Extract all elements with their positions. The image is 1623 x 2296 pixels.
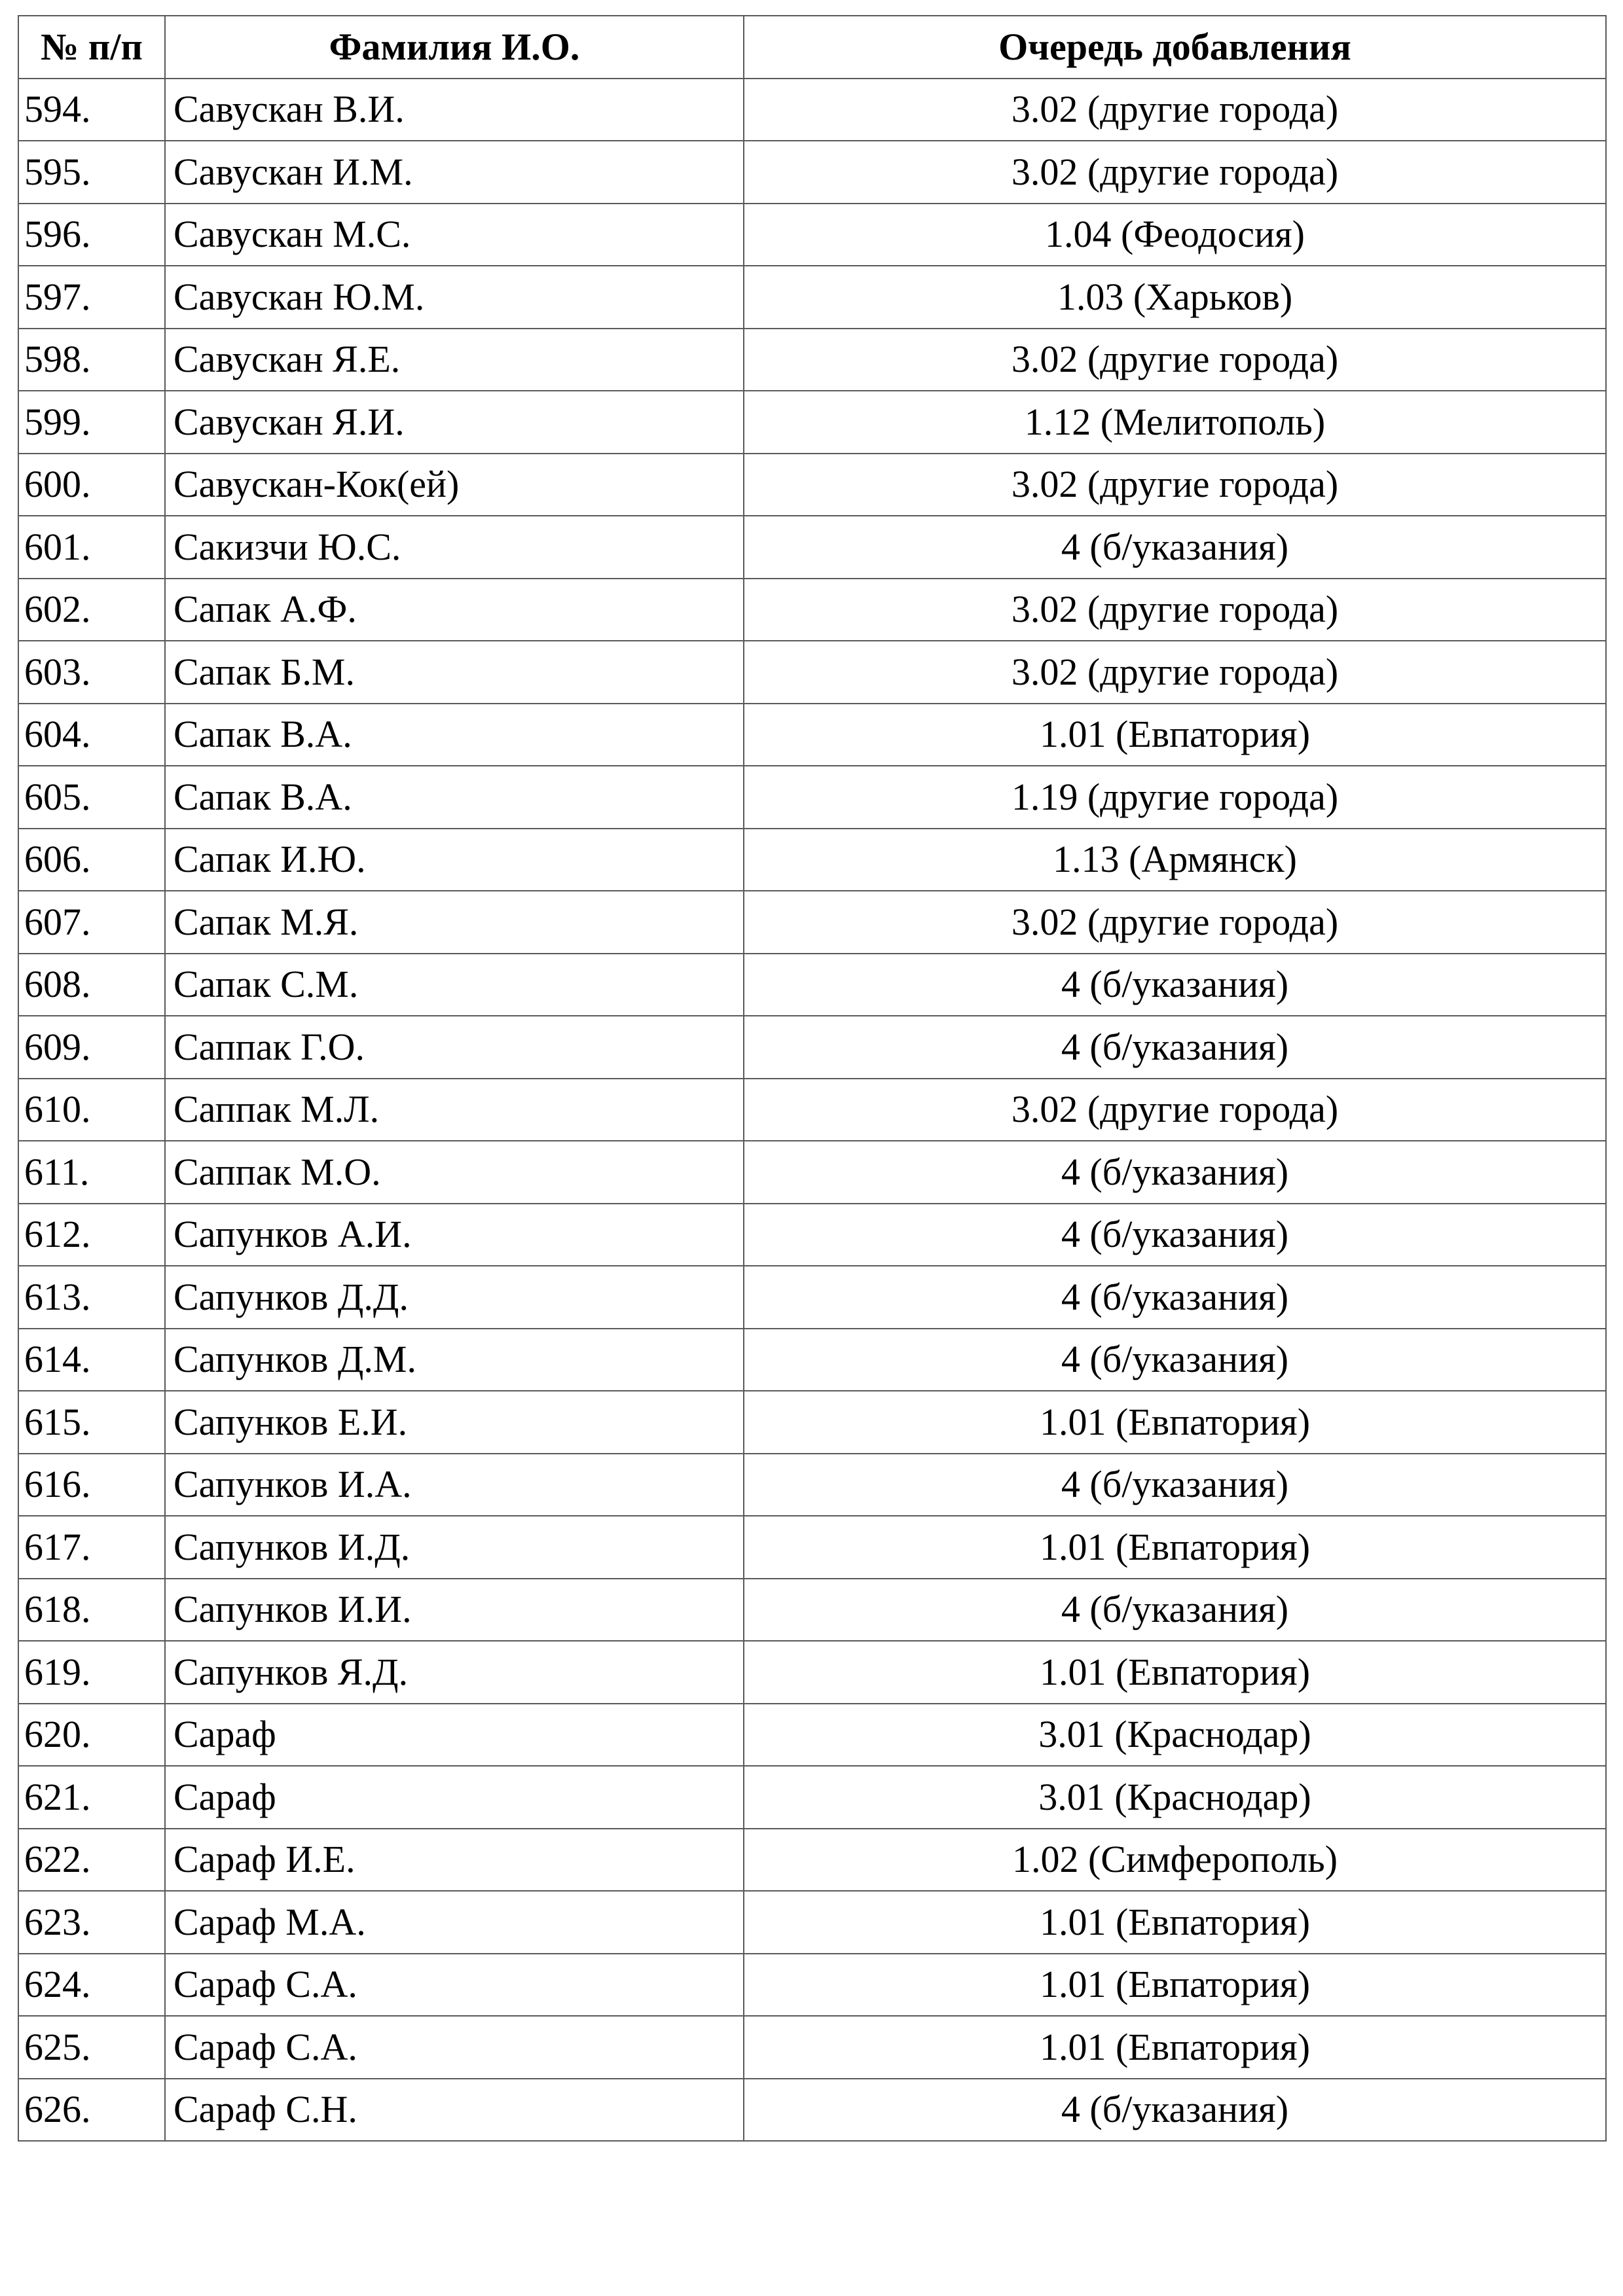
row-number-cell: 599.: [18, 391, 165, 454]
full-name-cell: Сапунков И.И.: [165, 1579, 744, 1641]
full-name-cell: Сапак В.А.: [165, 704, 744, 766]
header-row: [18, 16, 1606, 79]
table-row: [18, 1766, 1606, 1829]
queue-cell: 4 (б/указания): [744, 1204, 1606, 1266]
table-row: [18, 829, 1606, 891]
table-row: [18, 1891, 1606, 1954]
table-header: [18, 16, 1606, 79]
header-queue: Очередь добавления: [744, 16, 1606, 79]
queue-cell: 1.19 (другие города): [744, 766, 1606, 829]
queue-cell: 3.01 (Краснодар): [744, 1766, 1606, 1829]
full-name-cell: Сапунков И.А.: [165, 1454, 744, 1516]
queue-cell: 4 (б/указания): [744, 1579, 1606, 1641]
table-row: [18, 1579, 1606, 1641]
row-number-cell: 611.: [18, 1141, 165, 1204]
row-number-cell: 609.: [18, 1016, 165, 1079]
table-row: [18, 1829, 1606, 1892]
table-row: [18, 1141, 1606, 1204]
full-name-cell: Сараф С.А.: [165, 2016, 744, 2079]
row-number-cell: 596.: [18, 204, 165, 266]
table-row: [18, 1266, 1606, 1329]
table-row: [18, 579, 1606, 641]
full-name-cell: Саппак Г.О.: [165, 1016, 744, 1079]
row-number-cell: 602.: [18, 579, 165, 641]
table-row: [18, 704, 1606, 766]
queue-cell: 1.01 (Евпатория): [744, 2016, 1606, 2079]
table-row: [18, 2016, 1606, 2079]
full-name-cell: Сараф С.Н.: [165, 2079, 744, 2142]
queue-cell: 3.02 (другие города): [744, 329, 1606, 391]
table-row: [18, 1016, 1606, 1079]
row-number-cell: 600.: [18, 454, 165, 516]
full-name-cell: Сапак Б.М.: [165, 641, 744, 704]
full-name-cell: Сапунков Я.Д.: [165, 1641, 744, 1704]
row-number-cell: 616.: [18, 1454, 165, 1516]
table-row: [18, 1204, 1606, 1266]
table-row: [18, 641, 1606, 704]
row-number-cell: 597.: [18, 266, 165, 329]
row-number-cell: 603.: [18, 641, 165, 704]
row-number-cell: 614.: [18, 1329, 165, 1391]
queue-cell: 1.04 (Феодосия): [744, 204, 1606, 266]
full-name-cell: Савускан-Кок(ей): [165, 454, 744, 516]
full-name-cell: Сапак А.Ф.: [165, 579, 744, 641]
row-number-cell: 626.: [18, 2079, 165, 2142]
queue-cell: 4 (б/указания): [744, 2079, 1606, 2142]
table-row: [18, 954, 1606, 1016]
table-row: [18, 204, 1606, 266]
queue-cell: 4 (б/указания): [744, 1016, 1606, 1079]
row-number-cell: 620.: [18, 1704, 165, 1767]
queue-cell: 4 (б/указания): [744, 516, 1606, 579]
queue-cell: 4 (б/указания): [744, 954, 1606, 1016]
full-name-cell: Савускан В.И.: [165, 79, 744, 141]
queue-cell: 4 (б/указания): [744, 1266, 1606, 1329]
queue-cell: 3.02 (другие города): [744, 891, 1606, 954]
queue-cell: 4 (б/указания): [744, 1454, 1606, 1516]
row-number-cell: 601.: [18, 516, 165, 579]
table-row: [18, 1391, 1606, 1454]
full-name-cell: Сапунков Д.Д.: [165, 1266, 744, 1329]
full-name-cell: Саппак М.О.: [165, 1141, 744, 1204]
row-number-cell: 606.: [18, 829, 165, 891]
full-name-cell: Сапак И.Ю.: [165, 829, 744, 891]
queue-cell: 3.02 (другие города): [744, 579, 1606, 641]
full-name-cell: Сараф С.А.: [165, 1954, 744, 2017]
row-number-cell: 598.: [18, 329, 165, 391]
queue-cell: 1.01 (Евпатория): [744, 1391, 1606, 1454]
queue-cell: 4 (б/указания): [744, 1329, 1606, 1391]
table-row: [18, 79, 1606, 141]
queue-cell: 1.12 (Мелитополь): [744, 391, 1606, 454]
table-row: [18, 891, 1606, 954]
row-number-cell: 612.: [18, 1204, 165, 1266]
header-number: № п/п: [18, 16, 165, 79]
full-name-cell: Сапунков И.Д.: [165, 1516, 744, 1579]
full-name-cell: Савускан И.М.: [165, 141, 744, 204]
full-name-cell: Саппак М.Л.: [165, 1079, 744, 1141]
full-name-cell: Сапунков Д.М.: [165, 1329, 744, 1391]
queue-cell: 3.02 (другие города): [744, 141, 1606, 204]
table-row: [18, 1454, 1606, 1516]
document-page: [18, 15, 1607, 2142]
table-row: [18, 1704, 1606, 1767]
queue-cell: 3.02 (другие города): [744, 641, 1606, 704]
full-name-cell: Сапак С.М.: [165, 954, 744, 1016]
full-name-cell: Савускан М.С.: [165, 204, 744, 266]
table-row: [18, 1641, 1606, 1704]
row-number-cell: 619.: [18, 1641, 165, 1704]
row-number-cell: 623.: [18, 1891, 165, 1954]
queue-cell: 1.01 (Евпатория): [744, 1954, 1606, 2017]
full-name-cell: Сапак М.Я.: [165, 891, 744, 954]
table-row: [18, 391, 1606, 454]
table-body: [18, 79, 1606, 2142]
row-number-cell: 624.: [18, 1954, 165, 2017]
table-row: [18, 1079, 1606, 1141]
table-row: [18, 516, 1606, 579]
row-number-cell: 607.: [18, 891, 165, 954]
full-name-cell: Сараф: [165, 1766, 744, 1829]
queue-cell: 1.03 (Харьков): [744, 266, 1606, 329]
queue-cell: 1.01 (Евпатория): [744, 1516, 1606, 1579]
row-number-cell: 615.: [18, 1391, 165, 1454]
queue-cell: 1.13 (Армянск): [744, 829, 1606, 891]
row-number-cell: 617.: [18, 1516, 165, 1579]
full-name-cell: Савускан Я.Е.: [165, 329, 744, 391]
row-number-cell: 613.: [18, 1266, 165, 1329]
row-number-cell: 622.: [18, 1829, 165, 1892]
queue-cell: 3.01 (Краснодар): [744, 1704, 1606, 1767]
header-full-name: Фамилия И.О.: [165, 16, 744, 79]
table-row: [18, 141, 1606, 204]
table-row: [18, 454, 1606, 516]
table-row: [18, 1954, 1606, 2017]
queue-cell: 3.02 (другие города): [744, 1079, 1606, 1141]
table-row: [18, 329, 1606, 391]
full-name-cell: Сараф М.А.: [165, 1891, 744, 1954]
row-number-cell: 605.: [18, 766, 165, 829]
table-row: [18, 266, 1606, 329]
full-name-cell: Сапак В.А.: [165, 766, 744, 829]
full-name-cell: Сапунков А.И.: [165, 1204, 744, 1266]
table-row: [18, 1329, 1606, 1391]
names-table: [18, 15, 1607, 2142]
row-number-cell: 610.: [18, 1079, 165, 1141]
row-number-cell: 618.: [18, 1579, 165, 1641]
table-row: [18, 2079, 1606, 2142]
table-row: [18, 1516, 1606, 1579]
full-name-cell: Савускан Я.И.: [165, 391, 744, 454]
queue-cell: 3.02 (другие города): [744, 454, 1606, 516]
row-number-cell: 604.: [18, 704, 165, 766]
full-name-cell: Сараф И.Е.: [165, 1829, 744, 1892]
table-row: [18, 766, 1606, 829]
full-name-cell: Сапунков Е.И.: [165, 1391, 744, 1454]
row-number-cell: 625.: [18, 2016, 165, 2079]
queue-cell: 1.01 (Евпатория): [744, 1891, 1606, 1954]
queue-cell: 3.02 (другие города): [744, 79, 1606, 141]
full-name-cell: Сакизчи Ю.С.: [165, 516, 744, 579]
row-number-cell: 621.: [18, 1766, 165, 1829]
queue-cell: 1.01 (Евпатория): [744, 1641, 1606, 1704]
full-name-cell: Савускан Ю.М.: [165, 266, 744, 329]
queue-cell: 4 (б/указания): [744, 1141, 1606, 1204]
row-number-cell: 608.: [18, 954, 165, 1016]
queue-cell: 1.01 (Евпатория): [744, 704, 1606, 766]
row-number-cell: 594.: [18, 79, 165, 141]
queue-cell: 1.02 (Симферополь): [744, 1829, 1606, 1892]
row-number-cell: 595.: [18, 141, 165, 204]
full-name-cell: Сараф: [165, 1704, 744, 1767]
